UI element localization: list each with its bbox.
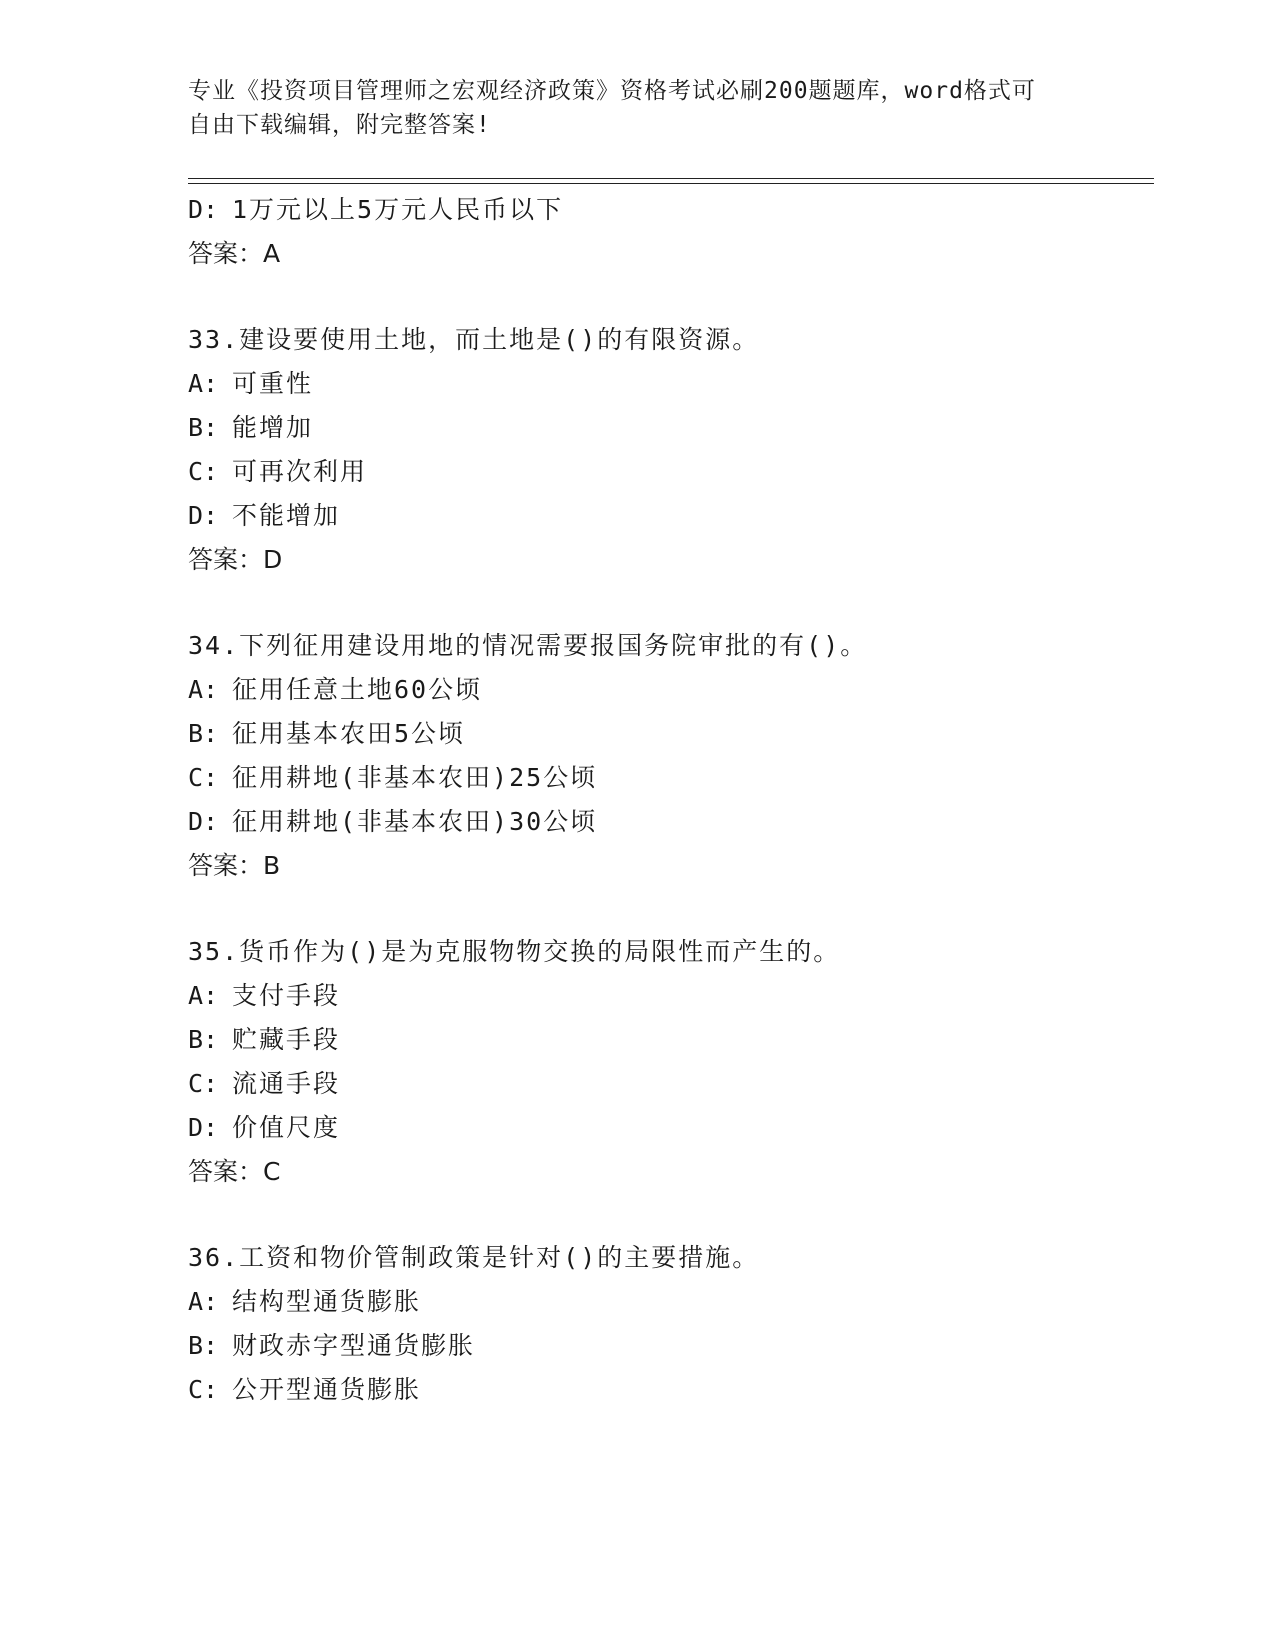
question-stem: 33.建设要使用土地，而土地是()的有限资源。 [188, 325, 760, 354]
option-label: A: [188, 675, 219, 704]
option-text: 征用耕地(非基本农田)30公顷 [232, 807, 598, 836]
answer-line: 答案：D [188, 545, 283, 574]
option-text: 贮藏手段 [232, 1025, 341, 1054]
option-label: D: [188, 807, 219, 836]
option-label: B: [188, 719, 219, 748]
answer-line: 答案：C [188, 1157, 281, 1186]
option-text: 流通手段 [232, 1069, 341, 1098]
option-line [188, 193, 563, 227]
option-text: 支付手段 [232, 981, 341, 1010]
option-line [188, 367, 313, 401]
option-line [188, 455, 367, 489]
option-text: 不能增加 [232, 501, 341, 530]
option-label: A: [188, 1287, 219, 1316]
option-label: A: [188, 981, 219, 1010]
option-text: 1万元以上5万元人民币以下 [232, 195, 564, 224]
question-stem: 34.下列征用建设用地的情况需要报国务院审批的有()。 [188, 631, 868, 660]
header-line-2: 自由下载编辑，附完整答案! [188, 112, 491, 138]
option-label: C: [188, 1375, 219, 1404]
header-line-1: 专业《投资项目管理师之宏观经济政策》资格考试必刷200题题库，word格式可 [188, 78, 1036, 104]
answer-line: 答案：B [188, 851, 281, 880]
option-label: B: [188, 1331, 219, 1360]
option-label: A: [188, 369, 219, 398]
option-label: D: [188, 501, 219, 530]
option-text: 公开型通货膨胀 [232, 1375, 422, 1404]
option-text: 征用任意土地60公顷 [232, 675, 483, 704]
option-line [188, 673, 482, 707]
question-stem: 35.货币作为()是为克服物物交换的局限性而产生的。 [188, 937, 841, 966]
option-label: B: [188, 1025, 219, 1054]
option-line [188, 499, 340, 533]
option-text: 价值尺度 [232, 1113, 341, 1142]
question-stem: 36.工资和物价管制政策是针对()的主要措施。 [188, 1243, 760, 1272]
document-header [188, 74, 1068, 142]
option-text: 可再次利用 [232, 457, 368, 486]
option-line [188, 805, 597, 839]
option-label: C: [188, 1069, 219, 1098]
option-text: 征用耕地(非基本农田)25公顷 [232, 763, 598, 792]
header-divider-top [188, 178, 1154, 179]
answer-line: 答案：A [188, 239, 281, 268]
option-line [188, 979, 340, 1013]
option-label: B: [188, 413, 219, 442]
option-text: 征用基本农田5公顷 [232, 719, 466, 748]
option-line [188, 411, 313, 445]
option-line [188, 1111, 340, 1145]
option-line [188, 1067, 340, 1101]
option-line [188, 1329, 475, 1363]
option-line [188, 717, 465, 751]
option-line [188, 1285, 421, 1319]
option-line [188, 1023, 340, 1057]
header-divider-bottom [188, 183, 1154, 184]
option-text: 能增加 [232, 413, 314, 442]
option-label: C: [188, 763, 219, 792]
option-label: C: [188, 457, 219, 486]
option-text: 结构型通货膨胀 [232, 1287, 422, 1316]
option-text: 可重性 [232, 369, 314, 398]
option-text: 财政赤字型通货膨胀 [232, 1331, 476, 1360]
option-line [188, 1373, 421, 1407]
option-line [188, 761, 597, 795]
option-label: D: [188, 195, 219, 224]
option-label: D: [188, 1113, 219, 1142]
